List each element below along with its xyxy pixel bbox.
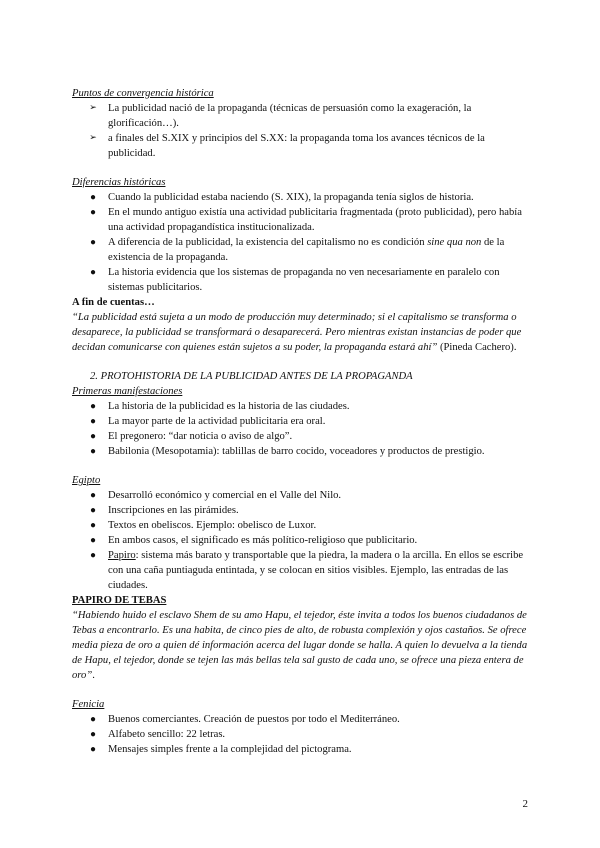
dot-bullet-icon: ● (89, 267, 97, 278)
dot-bullet-icon: ● (89, 207, 97, 218)
list-item (72, 101, 532, 131)
list-item (72, 429, 532, 444)
list-item-text: Cuando la publicidad estaba naciendo (S. XIX), la propaganda tenía siglos de historia. (108, 192, 474, 203)
list-item-text: La mayor parte de la actividad publicitaria era oral. (108, 416, 326, 427)
list-item-text: A diferencia de la publicidad, la existencia del capitalismo no es condición (108, 237, 428, 248)
heading-papiro-tebas: PAPIRO DE TEBAS (72, 595, 167, 606)
list-item (72, 444, 532, 459)
page-number: 2 (522, 798, 528, 810)
list-item (72, 548, 532, 593)
heading-diferencias: Diferencias históricas (72, 177, 166, 188)
list-item-text: En ambos casos, el significado es más político-religioso que publicitario. (108, 535, 418, 546)
list-item (72, 190, 532, 205)
section-title-protohistoria: 2. PROTOHISTORIA DE LA PUBLICIDAD ANTES DE LA PROPAGANDA (90, 371, 413, 382)
quote-tail: . (92, 670, 95, 681)
list-item (72, 712, 532, 727)
list-item-underlined: Papiro (108, 550, 136, 561)
list-item-text: Inscripciones en las pirámides. (108, 505, 239, 516)
list-item-text: La historia de la publicidad es la historia de las ciudades. (108, 401, 350, 412)
dot-bullet-icon: ● (89, 505, 97, 516)
dot-bullet-icon: ● (89, 192, 97, 203)
dot-bullet-icon: ● (89, 714, 97, 725)
list-item-text: Desarrolló económico y comercial en el Valle del Nilo. (108, 490, 342, 501)
dot-bullet-icon: ● (89, 550, 97, 561)
list-item (72, 533, 532, 548)
dot-bullet-icon: ● (89, 416, 97, 427)
list-item (72, 503, 532, 518)
quote-text: “Habiendo huido el esclavo Shem de su amo Hapu, el tejedor, éste invita a todos los buenos ciudadanos de Tebas a encontrarlo. Es una habita, de cinco pies de alto, de robusta complexión y ojos castaños. Se ofrece media pieza de oro a quien dé información acerca del lugar donde se halla. A quien lo devuelva a la tienda de Hapu, el tejedor, donde se tejen las más bellas tela sal gusto de cada uno, se ofrece una pieza entera de oro” (72, 610, 528, 681)
heading-fin-de-cuentas: A fin de cuentas… (72, 297, 155, 308)
dot-bullet-icon: ● (89, 490, 97, 501)
list-item (72, 131, 532, 161)
list-item-text: a finales del S.XIX y principios del S.XX: la propaganda toma los avances técnicos de la publicidad. (108, 133, 485, 159)
list-item-text: La historia evidencia que los sistemas de propaganda no ven necesariamente en paralelo con sistemas publicitarios. (108, 267, 500, 293)
heading-fenicia: Fenicia (72, 699, 105, 710)
heading-egipto: Egipto (72, 475, 101, 486)
quote-papiro-tebas (72, 608, 532, 683)
list-item (72, 727, 532, 742)
list-item-emphasis: sine qua non (427, 237, 482, 248)
list-item-text: El pregonero: “dar noticia o aviso de algo”. (108, 431, 293, 442)
list-fenicia (72, 712, 532, 757)
list-item (72, 518, 532, 533)
list-item (72, 488, 532, 503)
list-item (72, 205, 532, 235)
arrow-bullet-icon: ➢ (89, 133, 97, 143)
list-item-text: Textos en obeliscos. Ejemplo: obelisco de Luxor. (108, 520, 317, 531)
dot-bullet-icon: ● (89, 446, 97, 457)
quote-pineda (72, 310, 532, 355)
list-item-text: Buenos comerciantes. Creación de puestos por todo el Mediterráneo. (108, 714, 400, 725)
list-egipto (72, 488, 532, 593)
arrow-bullet-icon: ➢ (89, 103, 97, 113)
list-item-text: En el mundo antiguo existía una actividad publicitaria fragmentada (proto publicidad), pero había una actividad propagandística institucionalizada. (108, 207, 522, 233)
dot-bullet-icon: ● (89, 401, 97, 412)
list-item-text: La publicidad nació de la propaganda (técnicas de persuasión como la exageración, la glorificación…). (108, 103, 472, 129)
list-diferencias (72, 190, 532, 295)
list-item-text-tail: de la existencia de la propaganda. (108, 237, 505, 263)
dot-bullet-icon: ● (89, 431, 97, 442)
list-primeras (72, 399, 532, 459)
list-item (72, 235, 532, 265)
page-content (72, 86, 532, 757)
dot-bullet-icon: ● (89, 237, 97, 248)
list-convergencia (72, 101, 532, 161)
quote-author: (Pineda Cachero). (437, 342, 517, 353)
list-item (72, 265, 532, 295)
heading-primeras: Primeras manifestaciones (72, 386, 183, 397)
list-item-text: : sistema más barato y transportable que la piedra, la madera o la arcilla. En ellos se escribe con una caña puntiaguda entintada, y se colocan en sitios visibles. Ejemplo, las entradas de las ciudades. (108, 550, 524, 591)
quote-text: “La publicidad está sujeta a un modo de producción muy determinado; si el capitalismo se transforma o desaparece, la publicidad se transformará o desaparecerá. Pero mientras existan instancias de poder que decidan comunicarse con quienes están sujetos a su poder, la propaganda estará ahí” (72, 312, 522, 353)
list-item (72, 399, 532, 414)
list-item-text: Mensajes simples frente a la complejidad del pictograma. (108, 744, 352, 755)
dot-bullet-icon: ● (89, 535, 97, 546)
dot-bullet-icon: ● (89, 744, 97, 755)
dot-bullet-icon: ● (89, 729, 97, 740)
list-item (72, 414, 532, 429)
dot-bullet-icon: ● (89, 520, 97, 531)
heading-convergencia: Puntos de convergencia histórica (72, 88, 214, 99)
list-item (72, 742, 532, 757)
list-item-text: Babilonia (Mesopotamia): tablillas de barro cocido, voceadores y productos de prestigio. (108, 446, 485, 457)
list-item-text: Alfabeto sencillo: 22 letras. (108, 729, 226, 740)
